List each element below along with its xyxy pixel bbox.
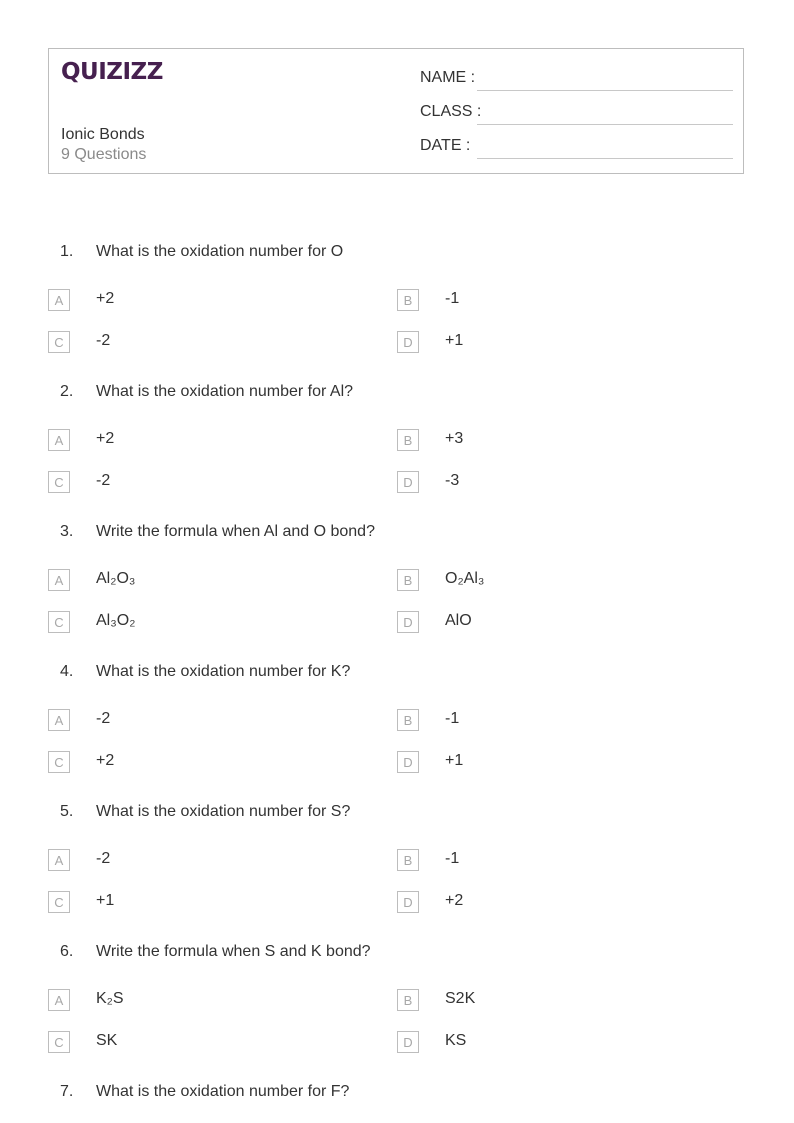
date-label: DATE : [420,137,471,154]
option-letter-box: A [48,709,70,731]
option-text: +2 [96,290,115,307]
question-text: What is the oxidation number for Al? [96,383,354,400]
question-number: 6. [60,943,74,960]
option-letter-box: B [397,569,419,591]
option-letter-box: C [48,751,70,773]
option-letter-box: A [48,989,70,1011]
question-text: What is the oxidation number for S? [96,803,351,820]
option-text: +1 [445,332,464,349]
question-number: 7. [60,1083,74,1100]
name-line [477,90,733,91]
name-field [420,69,733,91]
question-number: 5. [60,803,74,820]
option-text: Al₂O₃ [96,570,136,587]
question-2 [0,383,794,519]
option-text: -1 [445,850,460,867]
class-label: CLASS : [420,103,482,120]
worksheet-title: Ionic Bonds [61,126,145,143]
option-text: -2 [96,850,111,867]
option-letter-box: A [48,849,70,871]
option-text: +3 [445,430,464,447]
question-text: Write the formula when Al and O bond? [96,523,375,540]
option-letter-box: B [397,709,419,731]
option-text: +1 [445,752,464,769]
option-text: -2 [96,472,111,489]
option-text: -2 [96,710,111,727]
name-label: NAME : [420,69,476,86]
question-4 [0,663,794,799]
option-letter-box: D [397,471,419,493]
option-letter-box: C [48,1031,70,1053]
option-letter-box: C [48,331,70,353]
question-count: 9 Questions [61,146,147,163]
question-text: What is the oxidation number for O [96,243,344,260]
question-number: 4. [60,663,74,680]
option-letter-box: D [397,331,419,353]
option-letter-box: B [397,989,419,1011]
date-line [477,158,733,159]
option-letter-box: D [397,751,419,773]
option-text: SK [96,1032,118,1049]
question-5 [0,803,794,939]
option-letter-box: D [397,611,419,633]
option-text: AlO [445,612,472,629]
option-letter-box: C [48,891,70,913]
option-text: +2 [96,752,115,769]
option-text: -2 [96,332,111,349]
option-text: Al₃O₂ [96,612,136,629]
quizizz-logo: QUIZIZZ [61,59,163,85]
option-letter-box: A [48,289,70,311]
option-letter-box: A [48,569,70,591]
question-text: What is the oxidation number for F? [96,1083,350,1100]
option-text: O₂Al₃ [445,570,485,587]
worksheet-header [48,48,744,174]
question-number: 1. [60,243,74,260]
option-text: S2K [445,990,476,1007]
option-text: K₂S [96,990,124,1007]
question-3 [0,523,794,659]
option-text: +1 [96,892,115,909]
option-text: +2 [96,430,115,447]
option-letter-box: D [397,1031,419,1053]
class-line [477,124,733,125]
option-text: KS [445,1032,467,1049]
question-number: 3. [60,523,74,540]
question-1 [0,243,794,379]
option-letter-box: B [397,849,419,871]
option-letter-box: B [397,429,419,451]
class-field [420,103,733,125]
question-text: What is the oxidation number for K? [96,663,351,680]
question-text: Write the formula when S and K bond? [96,943,371,960]
option-letter-box: C [48,471,70,493]
option-letter-box: C [48,611,70,633]
option-text: -1 [445,290,460,307]
option-letter-box: D [397,891,419,913]
question-number: 2. [60,383,74,400]
question-6 [0,943,794,1079]
option-letter-box: B [397,289,419,311]
option-text: -3 [445,472,460,489]
option-text: -1 [445,710,460,727]
option-letter-box: A [48,429,70,451]
date-field [420,137,733,159]
question-7 [0,1083,794,1113]
option-text: +2 [445,892,464,909]
